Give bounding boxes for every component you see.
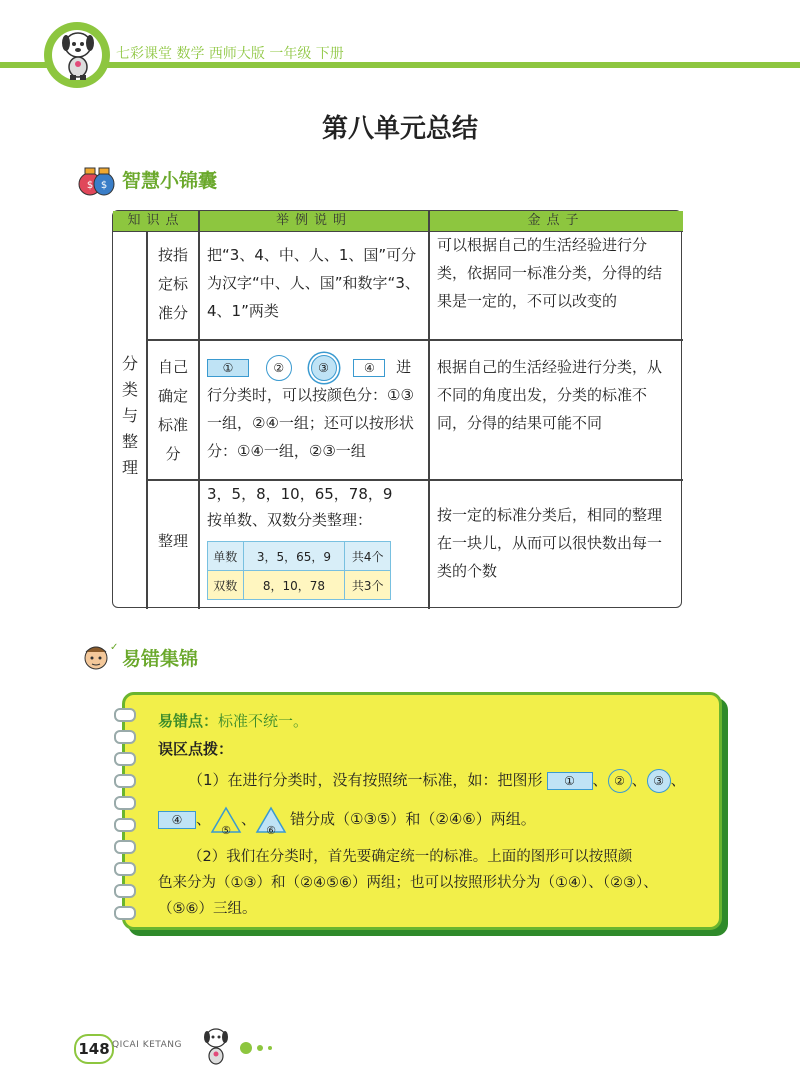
divider bbox=[146, 339, 683, 341]
shape-triangle-5: ⑤ bbox=[211, 807, 241, 833]
tip-text: 可以根据自己的生活经验进行分类，依据同一标准分类，分得的结果是一定的，不可以改变的 bbox=[437, 236, 663, 310]
header-tip: 金点子 bbox=[527, 213, 585, 228]
example-text: 把“3、4、中、人、1、国”可分为汉字“中、人、国”和数字“3、4、1”两类 bbox=[207, 246, 420, 320]
dog-mascot-icon bbox=[198, 1024, 234, 1068]
paragraph-2-end: （⑤⑥）三组。 bbox=[158, 901, 257, 917]
ring-icon bbox=[114, 708, 136, 722]
divider bbox=[146, 231, 148, 609]
divider bbox=[198, 211, 200, 609]
page-title: 第八单元总结 bbox=[321, 114, 478, 144]
footer-brand: QICAI KETANG bbox=[112, 1040, 182, 1050]
svg-text:✓: ✓ bbox=[110, 642, 119, 653]
header-knowledge: 知识点 bbox=[127, 213, 185, 228]
section-title: 易错集锦 bbox=[122, 647, 199, 670]
money-bag-icon bbox=[76, 162, 116, 196]
paragraph-1: （1）在进行分类时，没有按照统一标准，如：把图形 ① 、 ② 、 ③ 、 bbox=[188, 765, 686, 795]
decor-dot bbox=[268, 1046, 272, 1050]
summary-table bbox=[112, 210, 682, 608]
ring-icon bbox=[114, 730, 136, 744]
shape-triangle-6: ⑥ bbox=[256, 807, 286, 833]
svg-text:$: $ bbox=[100, 180, 108, 191]
mistake-point: 易错点：标准不统一。 bbox=[158, 712, 309, 730]
header-example: 举例说明 bbox=[275, 213, 352, 228]
divider bbox=[428, 211, 430, 609]
tip-text: 按一定的标准分类后，相同的整理在一块儿，从而可以很快数出每一类的个数 bbox=[437, 506, 663, 580]
ring-icon bbox=[114, 884, 136, 898]
decor-dot bbox=[257, 1045, 263, 1051]
sub-label: 自己确定标准分 bbox=[157, 358, 188, 463]
example-text: 3，5，8，10，65，78，9 按单数、双数分类整理： bbox=[207, 485, 393, 529]
svg-text:$: $ bbox=[86, 180, 94, 191]
table-row: 双数 8，10，78 共3个 bbox=[208, 571, 391, 600]
shape-circle-2: ② bbox=[608, 769, 632, 793]
table-row: 单数 3，5，65，9 共4个 bbox=[208, 542, 391, 571]
dog-mascot-icon bbox=[55, 27, 101, 81]
shape-rect-4: ④ bbox=[353, 359, 385, 377]
paragraph-2: （2）我们在分类时，首先要确定统一的标准。上面的图形可以按照颜 bbox=[188, 849, 633, 865]
shape-rect-4: ④ bbox=[158, 811, 196, 829]
category-label: 分 类 与 整 理 bbox=[121, 354, 138, 477]
page-number: 148 bbox=[74, 1034, 114, 1064]
paragraph-2-cont: 色来分为（①③）和（②④⑤⑥）两组；也可以按照形状分为（①④）、（②③）、 bbox=[158, 875, 658, 891]
shape-circle-3: ③ bbox=[647, 769, 671, 793]
ring-icon bbox=[114, 862, 136, 876]
series-title: 七彩课堂 数学 西师大版 一年级 下册 bbox=[116, 46, 344, 62]
shape-rect-1: ① bbox=[207, 359, 249, 377]
ring-icon bbox=[114, 796, 136, 810]
guide-label: 误区点拨： bbox=[158, 740, 234, 758]
ring-icon bbox=[114, 906, 136, 920]
section-heading-mistakes bbox=[76, 640, 198, 674]
ring-icon bbox=[114, 818, 136, 832]
section-title: 智慧小锦囊 bbox=[122, 169, 218, 192]
ring-icon bbox=[114, 774, 136, 788]
shape-rect-1: ① bbox=[547, 772, 593, 790]
thinking-kid-icon bbox=[76, 640, 119, 674]
ring-icon bbox=[114, 840, 136, 854]
section-heading-tips bbox=[76, 162, 217, 196]
decor-dot bbox=[240, 1042, 252, 1054]
paragraph-1-cont: ④ 、 ⑤ 、 ⑥ 错分成（①③⑤）和（②④⑥）两组。 bbox=[158, 804, 536, 834]
sub-label: 整理 bbox=[157, 532, 188, 550]
sub-label: 按指定标准分 bbox=[157, 246, 188, 322]
tip-text: 根据自己的生活经验进行分类，从不同的角度出发，分类的标准不同，分得的结果可能不同 bbox=[437, 358, 663, 432]
shape-circle-3: ③ bbox=[311, 355, 337, 381]
example-text: ① ② ③ ④ 进 行分类时，可以按颜色分：①③一组，②④一组；还可以按形状分：①④一组，②③一组 bbox=[207, 353, 421, 465]
mini-table bbox=[207, 541, 391, 600]
shape-circle-2: ② bbox=[266, 355, 292, 381]
ring-icon bbox=[114, 752, 136, 766]
